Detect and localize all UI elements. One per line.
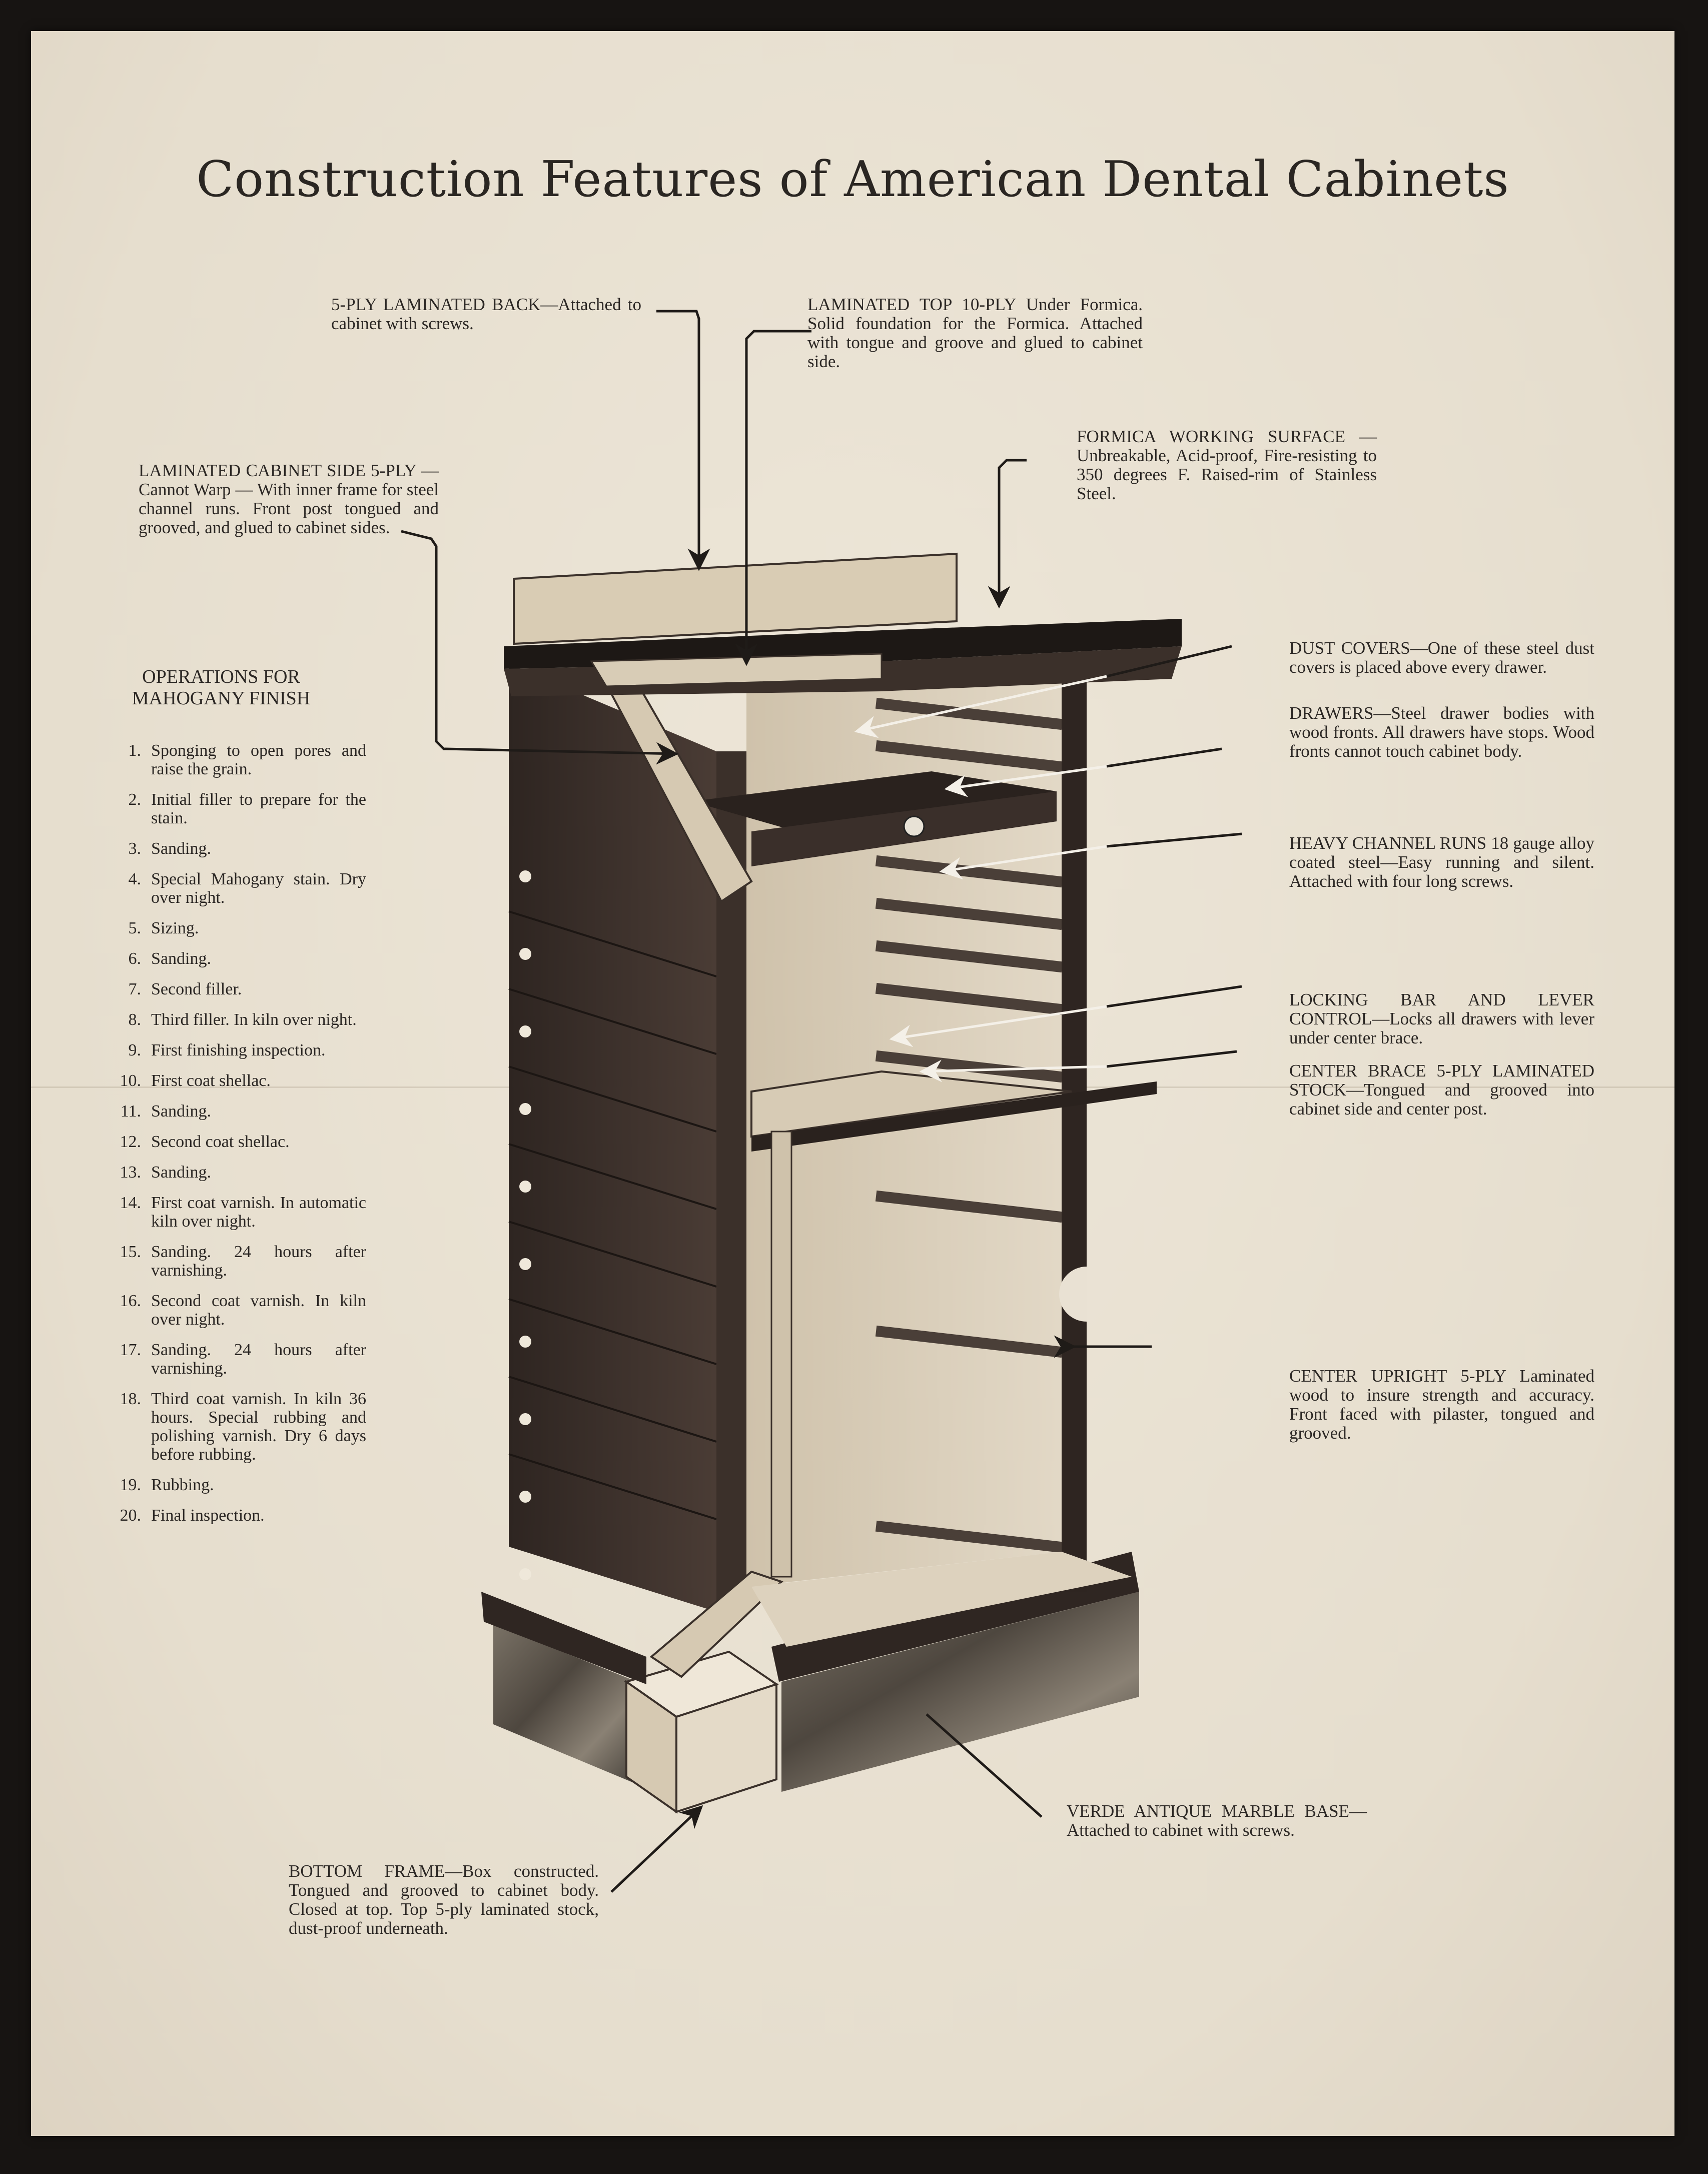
operation-step <box>101 1506 366 1525</box>
operation-step-number: 16. <box>120 1292 141 1310</box>
operation-step-text: Sanding. <box>151 1102 211 1121</box>
callout-center-brace: CENTER BRACE 5-PLY LAMINATED STOCK—Tongued and grooved into cabinet side and center post. <box>1289 1061 1594 1119</box>
operation-step <box>101 1102 366 1121</box>
operation-step <box>101 1071 366 1090</box>
operation-step-number: 20. <box>120 1506 141 1525</box>
operation-step-number: 3. <box>128 839 141 858</box>
operation-step <box>101 870 366 907</box>
operation-step-text: Sanding. 24 hours after varnishing. <box>151 1341 366 1378</box>
callout-locking-bar: LOCKING BAR AND LEVER CONTROL—Locks all drawers with lever under center brace. <box>1289 990 1594 1047</box>
callout-drawers: DRAWERS—Steel drawer bodies with wood fronts. All drawers have stops. Wood fronts cannot touch cabinet body. <box>1289 703 1594 761</box>
callout-formica-surface: FORMICA WORKING SURFACE — Unbreakable, Acid-proof, Fire-resisting to 350 degrees F. Raised-rim of Stainless Steel. <box>1077 427 1377 503</box>
operation-step-text: First finishing inspection. <box>151 1041 326 1059</box>
callout-marble-base: VERDE ANTIQUE MARBLE BASE—Attached to cabinet with screws. <box>1067 1801 1367 1840</box>
operation-step-number: 9. <box>128 1041 141 1059</box>
operation-step-text: Initial filler to prepare for the stain. <box>151 790 366 827</box>
operation-step-text: Sponging to open pores and raise the grain. <box>151 741 366 778</box>
operation-step-number: 15. <box>120 1243 141 1261</box>
operation-step-number: 4. <box>128 870 141 888</box>
callout-center-upright: CENTER UPRIGHT 5-PLY Laminated wood to insure strength and accuracy. Front faced with pilaster, tongued and grooved. <box>1289 1366 1594 1443</box>
operation-step-text: First coat varnish. In automatic kiln over night. <box>151 1194 366 1231</box>
operation-step <box>101 741 366 778</box>
operations-title: OPERATIONS FOR MAHOGANY FINISH <box>132 666 311 709</box>
operation-step-number: 5. <box>128 919 141 937</box>
operation-step-text: Rubbing. <box>151 1476 214 1494</box>
operation-step-number: 17. <box>120 1341 141 1359</box>
operation-step-number: 14. <box>120 1194 141 1212</box>
callout-dust-covers: DUST COVERS—One of these steel dust covers is placed above every drawer. <box>1289 638 1594 677</box>
operation-step-text: Sanding. <box>151 839 211 858</box>
operation-step <box>101 919 366 937</box>
operation-step-text: Sanding. <box>151 949 211 968</box>
callout-cabinet-side: LAMINATED CABINET SIDE 5-PLY — Cannot Warp — With inner frame for steel channel runs. Front post tongued and grooved, and glued to cabinet sides. <box>139 461 439 537</box>
operation-step <box>101 1041 366 1059</box>
page-title: Construction Features of American Dental Cabinets <box>196 151 1509 208</box>
operation-step-number: 10. <box>120 1071 141 1090</box>
operation-step <box>101 1476 366 1494</box>
operation-step <box>101 1243 366 1280</box>
operation-step-text: Third coat varnish. In kiln 36 hours. Special rubbing and polishing varnish. Dry 6 days before rubbing. <box>151 1390 366 1464</box>
operation-step <box>101 1390 366 1464</box>
callout-channel-runs: HEAVY CHANNEL RUNS 18 gauge alloy coated steel—Easy running and silent. Attached with four long screws. <box>1289 833 1594 891</box>
operation-step-number: 12. <box>120 1133 141 1151</box>
operation-step <box>101 839 366 858</box>
operation-step-text: Second filler. <box>151 980 242 998</box>
operation-step-text: Final inspection. <box>151 1506 265 1525</box>
operation-step-text: Sizing. <box>151 919 199 937</box>
document-sheet <box>31 31 1674 2136</box>
cabinet-drawing <box>481 554 1182 1812</box>
callout-bottom-frame: BOTTOM FRAME—Box constructed. Tongued and grooved to cabinet body. Closed at top. Top 5-ply laminated stock, dust-proof underneath. <box>289 1861 599 1938</box>
operation-step <box>101 790 366 827</box>
operation-step-number: 8. <box>128 1010 141 1029</box>
operation-step-text: Sanding. <box>151 1163 211 1182</box>
operation-step-text: Third filler. In kiln over night. <box>151 1010 357 1029</box>
operation-step-text: Sanding. 24 hours after varnishing. <box>151 1243 366 1280</box>
operation-step <box>101 1133 366 1151</box>
operation-step-number: 11. <box>120 1102 141 1121</box>
operation-step-text: First coat shellac. <box>151 1071 271 1090</box>
operation-step-number: 19. <box>120 1476 141 1494</box>
operation-step <box>101 1010 366 1029</box>
callout-laminated-back: 5-PLY LAMINATED BACK—Attached to cabinet with screws. <box>331 295 641 333</box>
operation-step <box>101 1194 366 1231</box>
operation-step <box>101 980 366 998</box>
operation-step-number: 6. <box>128 949 141 968</box>
callout-laminated-top: LAMINATED TOP 10-PLY Under Formica. Solid foundation for the Formica. Attached with tongue and groove and glued to cabinet side. <box>807 295 1143 371</box>
operation-step-number: 2. <box>128 790 141 809</box>
operation-step-text: Second coat varnish. In kiln over night. <box>151 1292 366 1329</box>
operation-step-number: 7. <box>128 980 141 998</box>
operations-list <box>101 741 366 1537</box>
operation-step <box>101 1341 366 1378</box>
operation-step-number: 18. <box>120 1390 141 1408</box>
operation-step <box>101 1163 366 1182</box>
operation-step-number: 1. <box>128 741 141 760</box>
operation-step <box>101 1292 366 1329</box>
operation-step-text: Second coat shellac. <box>151 1133 290 1151</box>
operation-step <box>101 949 366 968</box>
operation-step-number: 13. <box>120 1163 141 1182</box>
operation-step-text: Special Mahogany stain. Dry over night. <box>151 870 366 907</box>
